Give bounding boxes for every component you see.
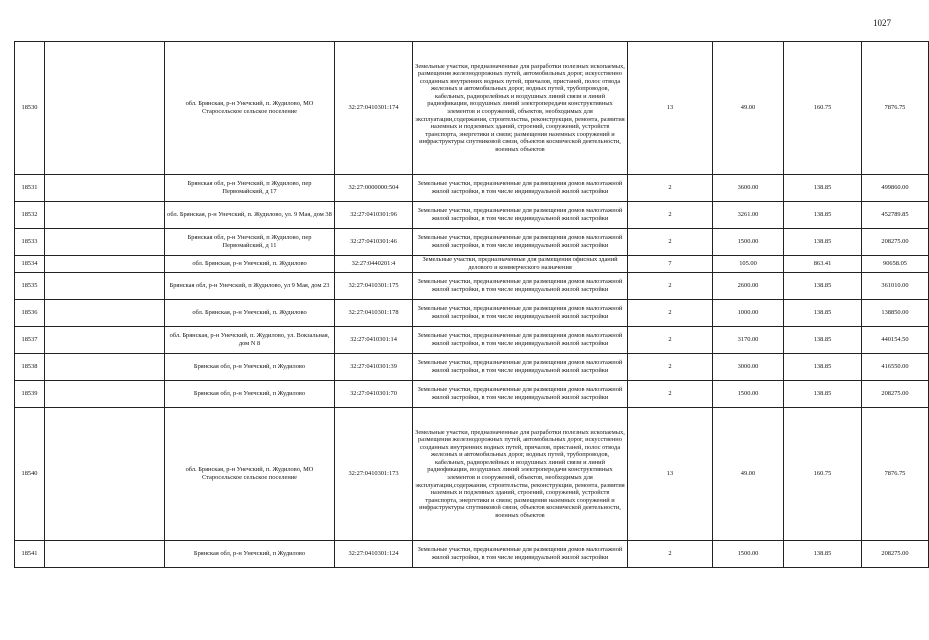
cadastral-number-cell: 32:27:0410301:39 — [335, 354, 413, 381]
use-category-cell: 13 — [628, 42, 713, 175]
specific-value-cell: 138.85 — [784, 229, 862, 256]
cadastral-number-cell: 32:27:0410301:124 — [335, 541, 413, 568]
specific-value-cell: 138.85 — [784, 273, 862, 300]
empty-cell — [45, 354, 165, 381]
table-row — [15, 300, 929, 327]
address-cell: Брянская обл, р-н Унечский, п Жудилово, пер Первомайский, д 11 — [165, 229, 335, 256]
cadastral-number-cell: 32:27:0410301:173 — [335, 408, 413, 541]
empty-cell — [45, 256, 165, 273]
cadastral-value-cell: 208275.00 — [862, 229, 929, 256]
cadastral-number-cell: 32:27:0410301:178 — [335, 300, 413, 327]
specific-value-cell: 138.85 — [784, 327, 862, 354]
area-cell: 1500.00 — [713, 541, 784, 568]
land-use-cell: Земельные участки, предназначенные для размещения офисных зданий делового и коммерческого назначения — [413, 256, 628, 273]
address-cell: обл. Брянская, р-н Унечский, п. Жудилово — [165, 256, 335, 273]
row-number: 18533 — [15, 229, 45, 256]
specific-value-cell: 138.85 — [784, 354, 862, 381]
row-number: 18539 — [15, 381, 45, 408]
address-cell: обл. Брянская, р-н Унечский, п. Жудилово, ул. Вокзальная, дом N 8 — [165, 327, 335, 354]
empty-cell — [45, 541, 165, 568]
land-use-cell: Земельные участки, предназначенные для размещения домов малоэтажной жилой застройки, в том числе индивидуальной жилой застройки — [413, 175, 628, 202]
empty-cell — [45, 229, 165, 256]
area-cell: 1500.00 — [713, 381, 784, 408]
cadastral-value-cell: 208275.00 — [862, 381, 929, 408]
use-category-cell: 2 — [628, 273, 713, 300]
area-cell: 3600.00 — [713, 175, 784, 202]
specific-value-cell: 138.85 — [784, 381, 862, 408]
empty-cell — [45, 175, 165, 202]
specific-value-cell: 160.75 — [784, 408, 862, 541]
address-cell: обл. Брянская, р-н Унечский, п. Жудилово, МО Старосельское сельское поселение — [165, 42, 335, 175]
row-number: 18531 — [15, 175, 45, 202]
cadastral-value-cell: 361010.00 — [862, 273, 929, 300]
address-cell: Брянская обл, р-н Унечский, п Жудилово, пер Первомайский, д 17 — [165, 175, 335, 202]
use-category-cell: 2 — [628, 202, 713, 229]
cadastral-value-cell: 452789.85 — [862, 202, 929, 229]
land-use-cell: Земельные участки, предназначенные для размещения домов малоэтажной жилой застройки, в том числе индивидуальной жилой застройки — [413, 229, 628, 256]
use-category-cell: 13 — [628, 408, 713, 541]
cadastral-number-cell: 32:27:0410301:70 — [335, 381, 413, 408]
empty-cell — [45, 300, 165, 327]
table-row — [15, 408, 929, 541]
area-cell: 49.00 — [713, 408, 784, 541]
cadastral-value-cell: 7876.75 — [862, 408, 929, 541]
row-number: 18540 — [15, 408, 45, 541]
land-use-cell: Земельные участки, предназначенные для размещения домов малоэтажной жилой застройки, в том числе индивидуальной жилой застройки — [413, 354, 628, 381]
use-category-cell: 2 — [628, 541, 713, 568]
empty-cell — [45, 42, 165, 175]
land-use-cell: Земельные участки, предназначенные для разработки полезных ископаемых, размещения железнодорожных путей, автомобильных дорог, искусственно созданных внутренних водных путей, причалов, пристаней, полос отвода железных и автомобильных дорог, водных путей, трубопроводов, кабельных, радиорелейных и воздушных линий связи и линий радиофикации, воздушных линий электропередачи конструктивных элементов и сооружений, объектов, необходимых для эксплуатации,содержания, строительства, реконструкции, ремонта, развития наземных и подземных зданий, строений, сооружений, устройств транспорта, энергетики и связи; размещения наземных сооружений и инфраструктуры спутниковой связи, объектов космической деятельности, военных объектов — [413, 42, 628, 175]
use-category-cell: 2 — [628, 354, 713, 381]
row-number: 18530 — [15, 42, 45, 175]
area-cell: 3000.00 — [713, 354, 784, 381]
use-category-cell: 2 — [628, 300, 713, 327]
table-row — [15, 354, 929, 381]
land-use-cell: Земельные участки, предназначенные для размещения домов малоэтажной жилой застройки, в том числе индивидуальной жилой застройки — [413, 300, 628, 327]
table-row — [15, 202, 929, 229]
table-row — [15, 541, 929, 568]
empty-cell — [45, 381, 165, 408]
land-use-cell: Земельные участки, предназначенные для размещения домов малоэтажной жилой застройки, в том числе индивидуальной жилой застройки — [413, 273, 628, 300]
cadastral-value-cell: 138850.00 — [862, 300, 929, 327]
land-use-cell: Земельные участки, предназначенные для размещения домов малоэтажной жилой застройки, в том числе индивидуальной жилой застройки — [413, 202, 628, 229]
row-number: 18541 — [15, 541, 45, 568]
row-number: 18538 — [15, 354, 45, 381]
area-cell: 3170.00 — [713, 327, 784, 354]
specific-value-cell: 138.85 — [784, 202, 862, 229]
cadastral-value-cell: 90658.05 — [862, 256, 929, 273]
area-cell: 105.00 — [713, 256, 784, 273]
use-category-cell: 2 — [628, 327, 713, 354]
land-use-cell: Земельные участки, предназначенные для разработки полезных ископаемых, размещения железнодорожных путей, автомобильных дорог, искусственно созданных внутренних водных путей, причалов, пристаней, полос отвода железных и автомобильных дорог, водных путей, трубопроводов, кабельных, радиорелейных и воздушных линий связи и линий радиофикации, воздушных линий электропередачи конструктивных элементов и сооружений, объектов, необходимых для эксплуатации,содержания, строительства, реконструкции, ремонта, развития наземных и подземных зданий, строений, сооружений, устройств транспорта, энергетики и связи; размещения наземных сооружений и инфраструктуры спутниковой связи, объектов космической деятельности, военных объектов — [413, 408, 628, 541]
area-cell: 3261.00 — [713, 202, 784, 229]
table-row — [15, 175, 929, 202]
cadastral-number-cell: 32:27:0410301:96 — [335, 202, 413, 229]
land-use-cell: Земельные участки, предназначенные для размещения домов малоэтажной жилой застройки, в том числе индивидуальной жилой застройки — [413, 327, 628, 354]
table-row — [15, 42, 929, 175]
cadastral-value-cell: 440154.50 — [862, 327, 929, 354]
address-cell: Брянская обл, р-н Унечский, п Жудилово — [165, 541, 335, 568]
address-cell: обл. Брянская, р-н Унечский, п. Жудилово — [165, 300, 335, 327]
page-number: 1027 — [873, 18, 891, 28]
table-row — [15, 327, 929, 354]
cadastral-value-cell: 7876.75 — [862, 42, 929, 175]
use-category-cell: 2 — [628, 381, 713, 408]
area-cell: 49.00 — [713, 42, 784, 175]
land-use-cell: Земельные участки, предназначенные для размещения домов малоэтажной жилой застройки, в том числе индивидуальной жилой застройки — [413, 541, 628, 568]
cadastral-value-cell: 499860.00 — [862, 175, 929, 202]
use-category-cell: 2 — [628, 229, 713, 256]
cadastral-value-cell: 416550.00 — [862, 354, 929, 381]
area-cell: 1500.00 — [713, 229, 784, 256]
specific-value-cell: 138.85 — [784, 175, 862, 202]
cadastral-number-cell: 32:27:0410301:174 — [335, 42, 413, 175]
cadastral-number-cell: 32:27:0410301:46 — [335, 229, 413, 256]
specific-value-cell: 138.85 — [784, 300, 862, 327]
area-cell: 1000.00 — [713, 300, 784, 327]
empty-cell — [45, 202, 165, 229]
table-row — [15, 381, 929, 408]
address-cell: обл. Брянская, р-н Унечский, п. Жудилово, МО Старосельское сельское поселение — [165, 408, 335, 541]
land-register-table — [14, 41, 929, 568]
row-number: 18534 — [15, 256, 45, 273]
land-use-cell: Земельные участки, предназначенные для размещения домов малоэтажной жилой застройки, в том числе индивидуальной жилой застройки — [413, 381, 628, 408]
cadastral-number-cell: 32:27:0410301:14 — [335, 327, 413, 354]
address-cell: обл. Брянская, р-н Унечский, п. Жудилово, ул. 9 Мая, дом 38 — [165, 202, 335, 229]
cadastral-number-cell: 32:27:0440201:4 — [335, 256, 413, 273]
specific-value-cell: 160.75 — [784, 42, 862, 175]
use-category-cell: 2 — [628, 175, 713, 202]
table-row — [15, 273, 929, 300]
cadastral-number-cell: 32:27:0000000:504 — [335, 175, 413, 202]
use-category-cell: 7 — [628, 256, 713, 273]
table-row — [15, 229, 929, 256]
table-row — [15, 256, 929, 273]
empty-cell — [45, 408, 165, 541]
row-number: 18537 — [15, 327, 45, 354]
address-cell: Брянская обл, р-н Унечский, п Жудилово — [165, 381, 335, 408]
table-body — [15, 42, 929, 568]
row-number: 18532 — [15, 202, 45, 229]
specific-value-cell: 138.85 — [784, 541, 862, 568]
cadastral-number-cell: 32:27:0410301:175 — [335, 273, 413, 300]
row-number: 18535 — [15, 273, 45, 300]
area-cell: 2600.00 — [713, 273, 784, 300]
row-number: 18536 — [15, 300, 45, 327]
address-cell: Брянская обл, р-н Унечский, п Жудилово, ул 9 Мая, дом 23 — [165, 273, 335, 300]
specific-value-cell: 863.41 — [784, 256, 862, 273]
empty-cell — [45, 327, 165, 354]
address-cell: Брянская обл, р-н Унечский, п Жудилово — [165, 354, 335, 381]
empty-cell — [45, 273, 165, 300]
cadastral-value-cell: 208275.00 — [862, 541, 929, 568]
